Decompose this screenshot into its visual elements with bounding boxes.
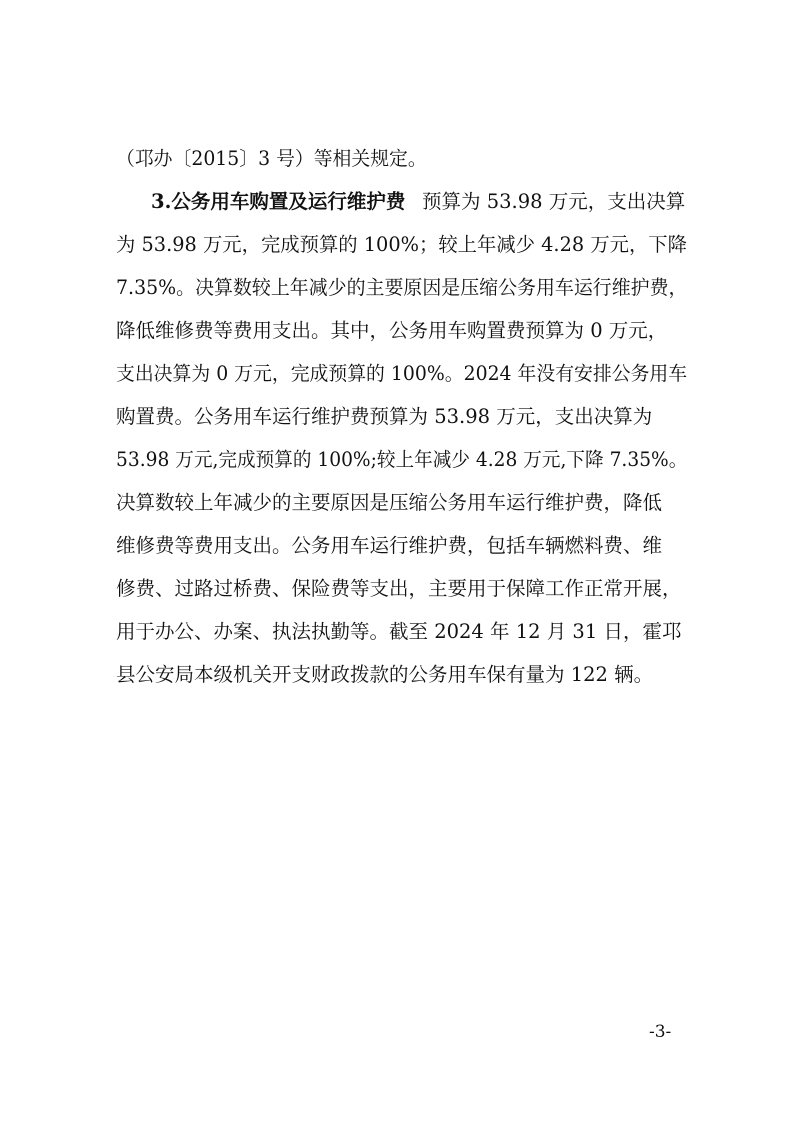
- line-text: 决算数较上年减少的主要原因是压缩公务用车运行维护费，降低: [116, 491, 663, 514]
- line-text: 为 53.98 万元，完成预算的 100%；较上年减少 4.28 万元，下降: [116, 233, 687, 256]
- paragraph-line-10: [0, 530, 793, 562]
- line-text: 县公安局本级机关开支财政拨款的公务用车保有量为 122 辆。: [116, 663, 654, 686]
- paragraph-line-12: [0, 616, 793, 648]
- paragraph-line-13: [0, 659, 793, 691]
- line-text: 53.98 万元,完成预算的 100%;较上年减少 4.28 万元,下降 7.35%。: [116, 448, 688, 471]
- line-text: （邛办〔2015〕3 号）等相关规定。: [116, 147, 427, 170]
- paragraph-line-5: [0, 315, 793, 347]
- line-text: 7.35%。决算数较上年减少的主要原因是压缩公务用车运行维护费，: [116, 276, 688, 299]
- paragraph-line-9: [0, 487, 793, 519]
- paragraph-line-7: [0, 401, 793, 433]
- line-text: 修费、过路过桥费、保险费等支出，主要用于保障工作正常开展，: [116, 577, 682, 600]
- paragraph-line-1: [0, 143, 793, 175]
- line-text: 维修费等费用支出。公务用车运行维护费，包括车辆燃料费、维: [116, 534, 663, 557]
- paragraph-line-4: [0, 272, 793, 304]
- paragraph-line-11: [0, 573, 793, 605]
- line-text: 购置费。公务用车运行维护费预算为 53.98 万元，支出决算为: [116, 405, 653, 428]
- section-heading: 3.公务用车购置及运行维护费: [151, 190, 406, 213]
- line-text: 用于办公、办案、执法执勤等。截至 2024 年 12 月 31 日，霍邛: [116, 620, 682, 643]
- paragraph-line-3: [0, 229, 793, 261]
- line-text: 预算为 53.98 万元，支出决算: [422, 190, 686, 213]
- page-number: -3-: [649, 1022, 672, 1042]
- line-text: 支出决算为 0 万元，完成预算的 100%。2024 年没有安排公务用车: [116, 362, 688, 385]
- paragraph-line-2: [0, 186, 793, 218]
- line-text: 降低维修费等费用支出。其中，公务用车购置费预算为 0 万元，: [116, 319, 668, 342]
- paragraph-line-8: [0, 444, 793, 476]
- paragraph-line-6: [0, 358, 793, 390]
